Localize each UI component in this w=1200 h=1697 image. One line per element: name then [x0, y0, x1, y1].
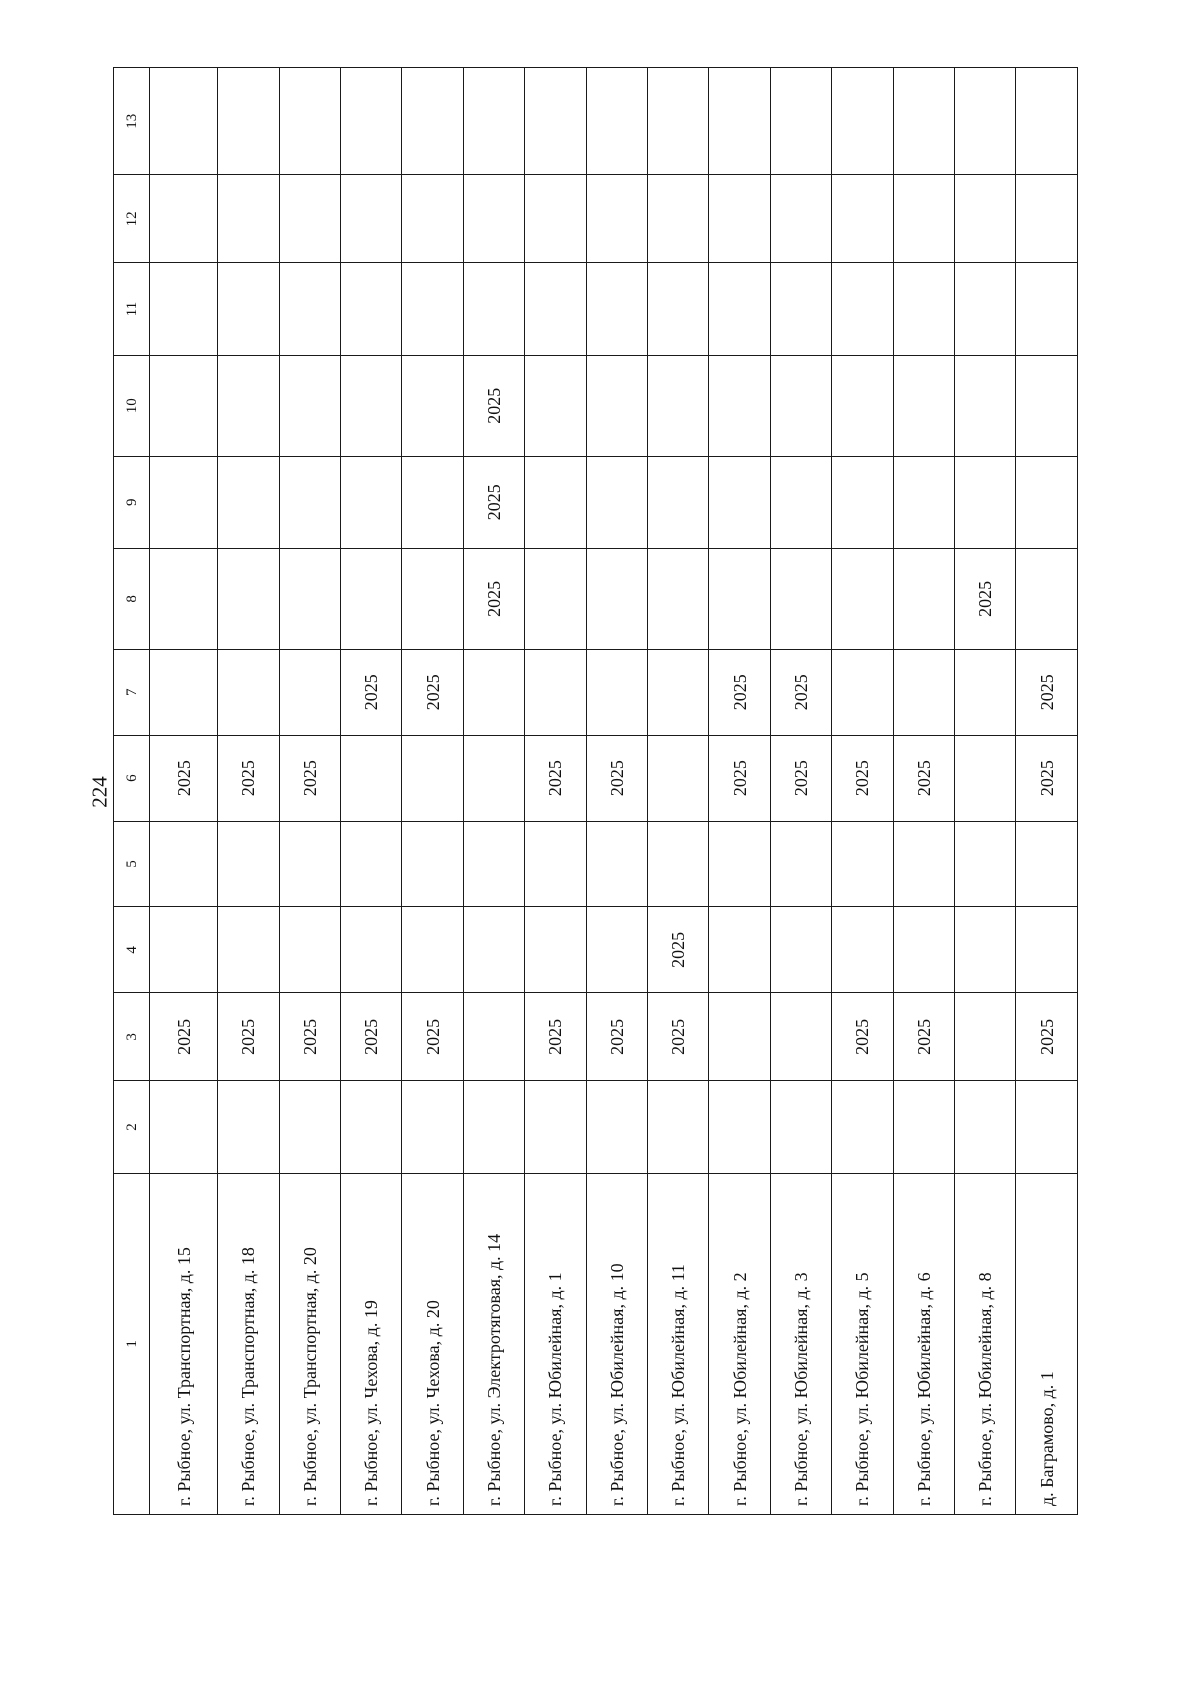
year-cell [709, 907, 770, 993]
year-cell [463, 735, 524, 821]
year-cell [832, 355, 893, 456]
year-cell [1016, 456, 1078, 548]
year-cell [709, 821, 770, 907]
header-row [114, 68, 150, 1515]
year-cell [340, 548, 401, 649]
year-cell [525, 68, 586, 175]
year-cell [709, 1081, 770, 1173]
year-cell [648, 649, 709, 735]
column-header: 11 [114, 263, 150, 355]
year-cell [893, 175, 954, 263]
year-cell [893, 821, 954, 907]
year-cell [340, 1081, 401, 1173]
year-cell [279, 548, 340, 649]
year-cell: 2025 [955, 548, 1016, 649]
year-cell [893, 1081, 954, 1173]
year-cell: 2025 [770, 649, 831, 735]
year-cell [832, 907, 893, 993]
table-row [525, 68, 586, 1515]
table-row [218, 68, 279, 1515]
year-cell [955, 1081, 1016, 1173]
address-cell: г. Рыбное, ул. Чехова, д. 19 [340, 1173, 401, 1514]
year-cell [279, 456, 340, 548]
year-cell [709, 993, 770, 1081]
year-cell: 2025 [893, 993, 954, 1081]
schedule-table [113, 67, 1078, 1515]
year-cell [586, 649, 647, 735]
year-cell [648, 175, 709, 263]
year-cell [955, 175, 1016, 263]
year-cell [770, 821, 831, 907]
table-row [709, 68, 770, 1515]
year-cell [955, 649, 1016, 735]
year-cell [770, 175, 831, 263]
address-cell: г. Рыбное, ул. Юбилейная, д. 11 [648, 1173, 709, 1514]
year-cell [955, 456, 1016, 548]
year-cell [525, 355, 586, 456]
year-cell: 2025 [463, 355, 524, 456]
year-cell [525, 1081, 586, 1173]
table-row [279, 68, 340, 1515]
year-cell: 2025 [218, 993, 279, 1081]
year-cell [218, 821, 279, 907]
year-cell [340, 68, 401, 175]
address-cell: г. Рыбное, ул. Юбилейная, д. 6 [893, 1173, 954, 1514]
year-cell [402, 263, 463, 355]
table-row [770, 68, 831, 1515]
year-cell: 2025 [770, 735, 831, 821]
year-cell [1016, 175, 1078, 263]
year-cell [218, 649, 279, 735]
year-cell: 2025 [1016, 993, 1078, 1081]
table-row [150, 68, 218, 1515]
year-cell: 2025 [463, 456, 524, 548]
year-cell [525, 649, 586, 735]
year-cell [150, 821, 218, 907]
year-cell [279, 1081, 340, 1173]
year-cell: 2025 [279, 993, 340, 1081]
year-cell [279, 175, 340, 263]
year-cell [648, 68, 709, 175]
year-cell [463, 1081, 524, 1173]
year-cell [648, 1081, 709, 1173]
year-cell [463, 263, 524, 355]
year-cell [955, 263, 1016, 355]
year-cell [340, 821, 401, 907]
year-cell [218, 456, 279, 548]
column-header: 4 [114, 907, 150, 993]
year-cell [770, 456, 831, 548]
year-cell [525, 907, 586, 993]
year-cell [463, 821, 524, 907]
year-cell [770, 263, 831, 355]
year-cell [1016, 355, 1078, 456]
year-cell [525, 821, 586, 907]
year-cell [150, 548, 218, 649]
year-cell [1016, 548, 1078, 649]
year-cell [279, 68, 340, 175]
year-cell [893, 355, 954, 456]
year-cell [463, 649, 524, 735]
year-cell: 2025 [832, 735, 893, 821]
table-row [340, 68, 401, 1515]
year-cell [709, 355, 770, 456]
column-header: 2 [114, 1081, 150, 1173]
year-cell: 2025 [586, 735, 647, 821]
page-number: 224 [87, 776, 112, 808]
year-cell [279, 355, 340, 456]
year-cell [525, 456, 586, 548]
year-cell [340, 263, 401, 355]
year-cell [279, 821, 340, 907]
year-cell: 2025 [709, 735, 770, 821]
year-cell [832, 68, 893, 175]
year-cell [402, 68, 463, 175]
column-header: 10 [114, 355, 150, 456]
year-cell [709, 68, 770, 175]
column-header: 13 [114, 68, 150, 175]
column-header: 6 [114, 735, 150, 821]
year-cell [832, 263, 893, 355]
year-cell [218, 548, 279, 649]
year-cell: 2025 [402, 993, 463, 1081]
column-header: 9 [114, 456, 150, 548]
year-cell [340, 456, 401, 548]
year-cell: 2025 [279, 735, 340, 821]
address-cell: г. Рыбное, ул. Юбилейная, д. 1 [525, 1173, 586, 1514]
year-cell [832, 175, 893, 263]
year-cell [709, 548, 770, 649]
table-row [648, 68, 709, 1515]
table-row [586, 68, 647, 1515]
year-cell [648, 735, 709, 821]
year-cell [279, 907, 340, 993]
year-cell: 2025 [1016, 649, 1078, 735]
address-cell: г. Рыбное, ул. Юбилейная, д. 8 [955, 1173, 1016, 1514]
year-cell [770, 548, 831, 649]
year-cell [279, 263, 340, 355]
year-cell [955, 821, 1016, 907]
address-cell: г. Рыбное, ул. Юбилейная, д. 2 [709, 1173, 770, 1514]
year-cell: 2025 [218, 735, 279, 821]
year-cell [586, 548, 647, 649]
column-header: 3 [114, 993, 150, 1081]
year-cell [832, 821, 893, 907]
address-cell: г. Рыбное, ул. Электротяговая, д. 14 [463, 1173, 524, 1514]
year-cell [770, 1081, 831, 1173]
year-cell [709, 263, 770, 355]
year-cell: 2025 [150, 735, 218, 821]
year-cell [893, 456, 954, 548]
address-cell: г. Рыбное, ул. Чехова, д. 20 [402, 1173, 463, 1514]
table-row [1016, 68, 1078, 1515]
table-row [832, 68, 893, 1515]
year-cell [648, 263, 709, 355]
address-cell: г. Рыбное, ул. Юбилейная, д. 5 [832, 1173, 893, 1514]
year-cell [463, 907, 524, 993]
year-cell [340, 355, 401, 456]
year-cell [525, 263, 586, 355]
year-cell: 2025 [648, 993, 709, 1081]
year-cell [586, 175, 647, 263]
year-cell [893, 68, 954, 175]
year-cell [586, 263, 647, 355]
address-cell: д. Баграмово, д. 1 [1016, 1173, 1078, 1514]
year-cell [586, 1081, 647, 1173]
year-cell [402, 821, 463, 907]
year-cell [770, 355, 831, 456]
table-row [955, 68, 1016, 1515]
address-cell: г. Рыбное, ул. Транспортная, д. 15 [150, 1173, 218, 1514]
year-cell [770, 68, 831, 175]
year-cell [832, 456, 893, 548]
year-cell [648, 548, 709, 649]
year-cell [218, 355, 279, 456]
year-cell [340, 907, 401, 993]
year-cell [709, 175, 770, 263]
year-cell: 2025 [832, 993, 893, 1081]
year-cell: 2025 [402, 649, 463, 735]
table-container [113, 67, 1078, 1515]
year-cell [218, 907, 279, 993]
year-cell: 2025 [1016, 735, 1078, 821]
year-cell [150, 907, 218, 993]
year-cell [402, 175, 463, 263]
year-cell [1016, 68, 1078, 175]
year-cell: 2025 [340, 649, 401, 735]
year-cell [1016, 821, 1078, 907]
address-cell: г. Рыбное, ул. Транспортная, д. 18 [218, 1173, 279, 1514]
year-cell [955, 355, 1016, 456]
year-cell [402, 456, 463, 548]
year-cell [150, 68, 218, 175]
year-cell [709, 456, 770, 548]
column-header: 5 [114, 821, 150, 907]
year-cell [893, 907, 954, 993]
year-cell [893, 649, 954, 735]
year-cell [218, 263, 279, 355]
table-row [463, 68, 524, 1515]
year-cell [402, 907, 463, 993]
year-cell [770, 907, 831, 993]
year-cell [955, 68, 1016, 175]
year-cell: 2025 [893, 735, 954, 821]
year-cell [150, 649, 218, 735]
year-cell [648, 456, 709, 548]
year-cell [218, 68, 279, 175]
year-cell [1016, 1081, 1078, 1173]
year-cell [955, 907, 1016, 993]
year-cell [463, 175, 524, 263]
year-cell [648, 355, 709, 456]
year-cell [150, 175, 218, 263]
year-cell [770, 993, 831, 1081]
year-cell [279, 649, 340, 735]
year-cell: 2025 [463, 548, 524, 649]
year-cell [586, 821, 647, 907]
year-cell [463, 68, 524, 175]
year-cell [1016, 907, 1078, 993]
year-cell: 2025 [525, 993, 586, 1081]
year-cell [340, 175, 401, 263]
table-row [402, 68, 463, 1515]
year-cell: 2025 [150, 993, 218, 1081]
year-cell [525, 175, 586, 263]
year-cell [150, 263, 218, 355]
year-cell [586, 907, 647, 993]
year-cell [402, 548, 463, 649]
year-cell: 2025 [340, 993, 401, 1081]
year-cell [340, 735, 401, 821]
year-cell [955, 993, 1016, 1081]
year-cell [150, 1081, 218, 1173]
year-cell [955, 735, 1016, 821]
year-cell [525, 548, 586, 649]
address-cell: г. Рыбное, ул. Транспортная, д. 20 [279, 1173, 340, 1514]
address-cell: г. Рыбное, ул. Юбилейная, д. 3 [770, 1173, 831, 1514]
year-cell: 2025 [648, 907, 709, 993]
year-cell [832, 548, 893, 649]
year-cell: 2025 [586, 993, 647, 1081]
address-cell: г. Рыбное, ул. Юбилейная, д. 10 [586, 1173, 647, 1514]
column-header: 8 [114, 548, 150, 649]
year-cell [402, 1081, 463, 1173]
year-cell [586, 456, 647, 548]
year-cell [218, 175, 279, 263]
year-cell [586, 355, 647, 456]
year-cell [893, 548, 954, 649]
year-cell [218, 1081, 279, 1173]
year-cell [150, 456, 218, 548]
year-cell [463, 993, 524, 1081]
column-header: 1 [114, 1173, 150, 1514]
column-header: 7 [114, 649, 150, 735]
year-cell: 2025 [709, 649, 770, 735]
year-cell [402, 355, 463, 456]
table-row [893, 68, 954, 1515]
year-cell [1016, 263, 1078, 355]
year-cell [150, 355, 218, 456]
year-cell [402, 735, 463, 821]
year-cell [893, 263, 954, 355]
year-cell [832, 1081, 893, 1173]
year-cell [832, 649, 893, 735]
year-cell [648, 821, 709, 907]
year-cell: 2025 [525, 735, 586, 821]
year-cell [586, 68, 647, 175]
column-header: 12 [114, 175, 150, 263]
